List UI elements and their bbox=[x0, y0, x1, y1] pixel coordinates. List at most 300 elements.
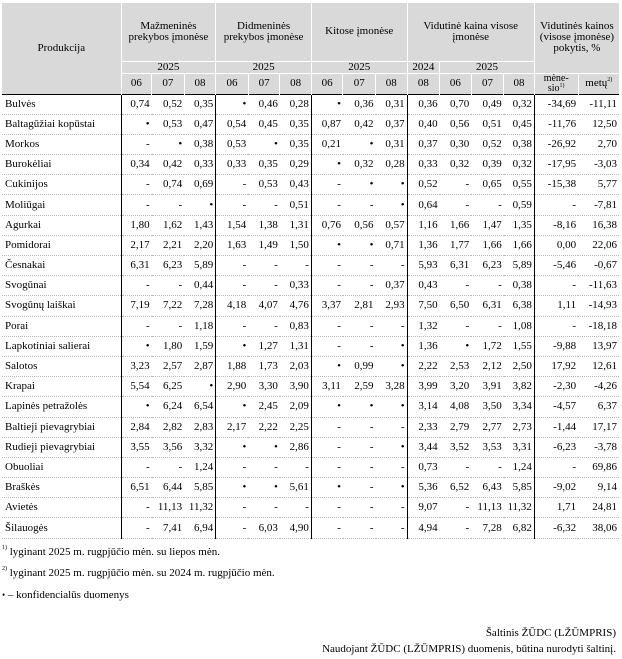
table-cell: 2,09 bbox=[280, 397, 312, 417]
table-cell: 0,33 bbox=[280, 276, 312, 296]
table-cell: 1,80 bbox=[152, 336, 185, 356]
table-cell: 2,22 bbox=[248, 417, 280, 437]
table-cell: - bbox=[121, 195, 152, 215]
table-cell: 11,32 bbox=[184, 498, 216, 518]
product-name: Pomidorai bbox=[2, 235, 121, 255]
table-cell: 1,49 bbox=[248, 235, 280, 255]
table-cell: 0,64 bbox=[407, 195, 440, 215]
table-cell: 1,66 bbox=[440, 215, 472, 235]
product-name: Salotos bbox=[2, 356, 121, 376]
table-cell: 2,12 bbox=[471, 356, 504, 376]
table-cell: 6,82 bbox=[504, 518, 535, 538]
table-cell: 1,18 bbox=[184, 316, 216, 336]
table-cell: 0,33 bbox=[216, 155, 249, 175]
table-cell: - bbox=[471, 316, 504, 336]
footnote-1: $^{1)}$ lyginant 2025 m. rugpjūčio mėn. su liepos mėn. bbox=[2, 545, 220, 558]
table-cell: • bbox=[311, 478, 343, 498]
table-cell: 0,45 bbox=[504, 114, 535, 134]
table-cell: 1,31 bbox=[280, 336, 312, 356]
table-cell: 0,52 bbox=[407, 175, 440, 195]
table-cell: 3,56 bbox=[152, 437, 185, 457]
table-cell: - bbox=[343, 417, 376, 437]
table-cell: 3,82 bbox=[504, 377, 535, 397]
retail-group-header: Mažmeninės prekybos įmonėse bbox=[121, 3, 216, 61]
table-cell: • bbox=[184, 195, 216, 215]
table-cell: 1,47 bbox=[471, 215, 504, 235]
table-cell: 0,37 bbox=[376, 276, 408, 296]
product-name: Moliūgai bbox=[2, 195, 121, 215]
table-cell: 0,28 bbox=[376, 155, 408, 175]
table-cell: 1,72 bbox=[471, 336, 504, 356]
table-cell: 16,38 bbox=[578, 215, 619, 235]
table-cell: • bbox=[248, 437, 280, 457]
other-group-header: Kitose įmonėse bbox=[311, 3, 407, 61]
table-cell: 2,79 bbox=[440, 417, 472, 437]
month-header: 06 bbox=[311, 73, 343, 94]
table-cell: 1,27 bbox=[248, 336, 280, 356]
table-cell: - bbox=[534, 457, 578, 477]
table-cell: 0,51 bbox=[280, 195, 312, 215]
table-cell: 1,24 bbox=[184, 457, 216, 477]
table-cell: - bbox=[152, 457, 185, 477]
table-cell: 0,43 bbox=[280, 175, 312, 195]
table-cell: 0,28 bbox=[280, 94, 312, 114]
table-cell: 12,50 bbox=[578, 114, 619, 134]
table-row bbox=[2, 356, 619, 376]
table-cell: 6,31 bbox=[440, 256, 472, 276]
table-cell: -9,02 bbox=[534, 478, 578, 498]
table-cell: 0,44 bbox=[184, 276, 216, 296]
table-cell: - bbox=[216, 175, 249, 195]
month-header: 08 bbox=[184, 73, 216, 94]
table-cell: 4,90 bbox=[280, 518, 312, 538]
table-cell: - bbox=[440, 195, 472, 215]
table-cell: 2,87 bbox=[184, 356, 216, 376]
table-cell: 6,03 bbox=[248, 518, 280, 538]
table-cell: 17,92 bbox=[534, 356, 578, 376]
table-cell: • bbox=[376, 478, 408, 498]
product-name: Braškės bbox=[2, 478, 121, 498]
table-cell: - bbox=[311, 417, 343, 437]
table-cell: 2,53 bbox=[440, 356, 472, 376]
table-cell: 6,43 bbox=[471, 478, 504, 498]
table-cell: 2,17 bbox=[216, 417, 249, 437]
table-cell: - bbox=[280, 457, 312, 477]
table-cell: 6,24 bbox=[152, 397, 185, 417]
table-cell: 2,70 bbox=[578, 134, 619, 154]
table-cell: • bbox=[216, 94, 249, 114]
table-cell: - bbox=[248, 498, 280, 518]
table-cell: 6,25 bbox=[152, 377, 185, 397]
table-cell: 6,23 bbox=[471, 256, 504, 276]
table-cell: 3,32 bbox=[184, 437, 216, 457]
table-cell: 0,51 bbox=[471, 114, 504, 134]
table-cell: • bbox=[376, 336, 408, 356]
table-cell: 5,89 bbox=[184, 256, 216, 276]
table-cell: 0,35 bbox=[248, 155, 280, 175]
table-cell: 0,56 bbox=[343, 215, 376, 235]
table-cell: 3,37 bbox=[311, 296, 343, 316]
table-cell: -26,92 bbox=[534, 134, 578, 154]
table-cell: 0,83 bbox=[280, 316, 312, 336]
table-cell: 0,32 bbox=[504, 94, 535, 114]
table-cell: 0,42 bbox=[152, 155, 185, 175]
table-row bbox=[2, 417, 619, 437]
table-cell: • bbox=[121, 114, 152, 134]
table-cell: 0,21 bbox=[311, 134, 343, 154]
product-name: Agurkai bbox=[2, 215, 121, 235]
table-cell: 1,62 bbox=[152, 215, 185, 235]
table-cell: - bbox=[152, 195, 185, 215]
table-cell: 4,07 bbox=[248, 296, 280, 316]
table-cell: 4,94 bbox=[407, 518, 440, 538]
table-cell: - bbox=[311, 175, 343, 195]
month-header: 07 bbox=[343, 73, 376, 94]
table-cell: 0,35 bbox=[280, 114, 312, 134]
table-cell: 5,61 bbox=[280, 478, 312, 498]
source-label: Šaltinis ŽŪDC (LŽŪMPRIS) bbox=[485, 627, 616, 639]
table-row bbox=[2, 296, 619, 316]
table-cell: 22,06 bbox=[578, 235, 619, 255]
table-cell: - bbox=[440, 518, 472, 538]
table-cell: 2,90 bbox=[216, 377, 249, 397]
table-cell: - bbox=[311, 316, 343, 336]
table-cell: -6,32 bbox=[534, 518, 578, 538]
table-cell: 2,20 bbox=[184, 235, 216, 255]
table-row bbox=[2, 195, 619, 215]
table-cell: - bbox=[280, 498, 312, 518]
table-cell: 0,47 bbox=[184, 114, 216, 134]
table-cell: • bbox=[216, 336, 249, 356]
table-cell: 0,39 bbox=[471, 155, 504, 175]
table-cell: 0,38 bbox=[504, 276, 535, 296]
table-cell: - bbox=[376, 316, 408, 336]
table-cell: - bbox=[248, 256, 280, 276]
table-cell: 0,70 bbox=[440, 94, 472, 114]
table-cell: • bbox=[343, 175, 376, 195]
month-header: 07 bbox=[248, 73, 280, 94]
table-cell: - bbox=[534, 316, 578, 336]
table-cell: 5,85 bbox=[184, 478, 216, 498]
table-cell: 6,37 bbox=[578, 397, 619, 417]
table-cell: 69,86 bbox=[578, 457, 619, 477]
table-cell: 0,42 bbox=[343, 114, 376, 134]
table-cell: - bbox=[248, 195, 280, 215]
table-cell: 0,53 bbox=[248, 175, 280, 195]
table-body bbox=[2, 94, 619, 538]
change-year-header: metų$^{2)}$ bbox=[578, 73, 619, 94]
table-cell: 0,35 bbox=[184, 94, 216, 114]
table-cell: • bbox=[311, 155, 343, 175]
table-cell: 13,97 bbox=[578, 336, 619, 356]
table-cell: - bbox=[216, 276, 249, 296]
table-cell: - bbox=[248, 276, 280, 296]
table-cell: • bbox=[248, 134, 280, 154]
table-cell: 2,82 bbox=[152, 417, 185, 437]
table-cell: - bbox=[376, 457, 408, 477]
table-cell: 2,03 bbox=[280, 356, 312, 376]
table-cell: 11,32 bbox=[504, 498, 535, 518]
table-cell: 2,81 bbox=[343, 296, 376, 316]
product-name: Rudieji pievagrybiai bbox=[2, 437, 121, 457]
table-cell: - bbox=[152, 316, 185, 336]
table-cell: 1,43 bbox=[184, 215, 216, 235]
table-cell: -34,69 bbox=[534, 94, 578, 114]
table-cell: 2,83 bbox=[184, 417, 216, 437]
table-cell: 2,59 bbox=[343, 377, 376, 397]
table-cell: 6,52 bbox=[440, 478, 472, 498]
table-cell: 7,28 bbox=[184, 296, 216, 316]
table-cell: 5,85 bbox=[504, 478, 535, 498]
table-cell: - bbox=[121, 457, 152, 477]
table-cell: 0,46 bbox=[248, 94, 280, 114]
table-row bbox=[2, 155, 619, 175]
table-cell: 0,53 bbox=[216, 134, 249, 154]
table-cell: 0,33 bbox=[407, 155, 440, 175]
table-cell: 6,23 bbox=[152, 256, 185, 276]
table-cell: -7,81 bbox=[578, 195, 619, 215]
product-name: Porai bbox=[2, 316, 121, 336]
table-cell: - bbox=[343, 195, 376, 215]
table-cell: 3,53 bbox=[471, 437, 504, 457]
table-cell: 0,00 bbox=[534, 235, 578, 255]
table-cell: - bbox=[343, 498, 376, 518]
table-cell: 0,74 bbox=[152, 175, 185, 195]
table-cell: - bbox=[534, 195, 578, 215]
table-cell: - bbox=[440, 316, 472, 336]
table-cell: 1,35 bbox=[504, 215, 535, 235]
table-cell: - bbox=[248, 457, 280, 477]
table-cell: 0,36 bbox=[407, 94, 440, 114]
retail-year: 2025 bbox=[121, 61, 216, 73]
table-cell: - bbox=[311, 195, 343, 215]
product-name: Cukinijos bbox=[2, 175, 121, 195]
table-cell: -11,11 bbox=[578, 94, 619, 114]
table-cell: 4,76 bbox=[280, 296, 312, 316]
table-cell: 0,37 bbox=[407, 134, 440, 154]
table-cell: 6,38 bbox=[504, 296, 535, 316]
table-cell: 0,45 bbox=[248, 114, 280, 134]
table-row bbox=[2, 134, 619, 154]
table-cell: - bbox=[121, 498, 152, 518]
table-cell: 6,31 bbox=[471, 296, 504, 316]
product-name: Svogūnų laiškai bbox=[2, 296, 121, 316]
table-cell: - bbox=[376, 256, 408, 276]
table-cell: 1,32 bbox=[407, 316, 440, 336]
table-cell: 0,35 bbox=[280, 134, 312, 154]
table-cell: 24,81 bbox=[578, 498, 619, 518]
table-cell: -8,16 bbox=[534, 215, 578, 235]
table-cell: - bbox=[471, 195, 504, 215]
table-cell: 0,32 bbox=[343, 155, 376, 175]
table-cell: • bbox=[216, 437, 249, 457]
table-cell: 5,93 bbox=[407, 256, 440, 276]
table-cell: - bbox=[311, 518, 343, 538]
table-cell: -2,30 bbox=[534, 377, 578, 397]
table-cell: -4,57 bbox=[534, 397, 578, 417]
table-cell: 4,18 bbox=[216, 296, 249, 316]
table-cell: 2,73 bbox=[504, 417, 535, 437]
table-cell: 2,57 bbox=[152, 356, 185, 376]
table-cell: 4,08 bbox=[440, 397, 472, 417]
footnote-3: • – konfidencialūs duomenys bbox=[2, 589, 129, 601]
table-cell: - bbox=[376, 417, 408, 437]
table-cell: 12,61 bbox=[578, 356, 619, 376]
table-cell: 0,36 bbox=[343, 94, 376, 114]
table-cell: 6,94 bbox=[184, 518, 216, 538]
table-cell: 0,65 bbox=[471, 175, 504, 195]
table-cell: - bbox=[471, 457, 504, 477]
table-row bbox=[2, 94, 619, 114]
table-row bbox=[2, 478, 619, 498]
table-cell: - bbox=[311, 276, 343, 296]
table-cell: - bbox=[311, 256, 343, 276]
table-cell: - bbox=[280, 256, 312, 276]
table-cell: -17,95 bbox=[534, 155, 578, 175]
table-cell: • bbox=[184, 377, 216, 397]
average-year-2024: 2024 bbox=[407, 61, 440, 73]
table-cell: • bbox=[248, 478, 280, 498]
table-cell: 0,32 bbox=[440, 155, 472, 175]
table-cell: 0,31 bbox=[376, 94, 408, 114]
table-cell: 0,29 bbox=[280, 155, 312, 175]
table-cell: 11,13 bbox=[152, 498, 185, 518]
table-cell: - bbox=[343, 457, 376, 477]
table-cell: 1,73 bbox=[248, 356, 280, 376]
table-cell: 6,31 bbox=[121, 256, 152, 276]
table-cell: -11,63 bbox=[578, 276, 619, 296]
table-cell: - bbox=[216, 316, 249, 336]
table-cell: 3,30 bbox=[248, 377, 280, 397]
table-cell: - bbox=[121, 518, 152, 538]
table-cell: - bbox=[152, 276, 185, 296]
table-cell: - bbox=[440, 498, 472, 518]
product-column-header: Produkcija bbox=[2, 3, 121, 94]
table-cell: 0,55 bbox=[504, 175, 535, 195]
table-cell: -3,03 bbox=[578, 155, 619, 175]
table-cell: 3,44 bbox=[407, 437, 440, 457]
table-cell: 0,56 bbox=[440, 114, 472, 134]
product-name: Avietės bbox=[2, 498, 121, 518]
table-cell: 1,50 bbox=[280, 235, 312, 255]
table-cell: - bbox=[376, 518, 408, 538]
wholesale-year: 2025 bbox=[216, 61, 312, 73]
table-cell: - bbox=[343, 276, 376, 296]
table-cell: 0,76 bbox=[311, 215, 343, 235]
table-cell: 3,23 bbox=[121, 356, 152, 376]
table-cell: 9,07 bbox=[407, 498, 440, 518]
table-cell: 3,20 bbox=[440, 377, 472, 397]
table-cell: 1,31 bbox=[280, 215, 312, 235]
table-cell: 17,17 bbox=[578, 417, 619, 437]
table-cell: 0,69 bbox=[184, 175, 216, 195]
table-cell: 3,50 bbox=[471, 397, 504, 417]
table-cell: -14,93 bbox=[578, 296, 619, 316]
table-cell: • bbox=[376, 437, 408, 457]
table-cell: - bbox=[311, 437, 343, 457]
table-cell: - bbox=[216, 256, 249, 276]
table-cell: 1,38 bbox=[248, 215, 280, 235]
table-cell: 7,41 bbox=[152, 518, 185, 538]
table-cell: - bbox=[311, 457, 343, 477]
table-cell: -18,18 bbox=[578, 316, 619, 336]
table-cell: 3,90 bbox=[280, 377, 312, 397]
average-year-2025: 2025 bbox=[440, 61, 535, 73]
table-cell: 1,63 bbox=[216, 235, 249, 255]
table-cell: 1,80 bbox=[121, 215, 152, 235]
table-cell: 2,22 bbox=[407, 356, 440, 376]
table-cell: 2,86 bbox=[280, 437, 312, 457]
month-header: 07 bbox=[152, 73, 185, 94]
table-cell: -1,44 bbox=[534, 417, 578, 437]
table-cell: 3,14 bbox=[407, 397, 440, 417]
table-cell: 2,45 bbox=[248, 397, 280, 417]
table-cell: 0,32 bbox=[504, 155, 535, 175]
table-cell: 0,52 bbox=[152, 94, 185, 114]
table-cell: 9,14 bbox=[578, 478, 619, 498]
table-cell: 11,13 bbox=[471, 498, 504, 518]
table-cell: • bbox=[311, 94, 343, 114]
table-cell: • bbox=[440, 336, 472, 356]
product-name: Svogūnai bbox=[2, 276, 121, 296]
table-cell: • bbox=[376, 397, 408, 417]
table-row bbox=[2, 336, 619, 356]
table-cell: 5,89 bbox=[504, 256, 535, 276]
table-cell: 0,49 bbox=[471, 94, 504, 114]
table-cell: 6,51 bbox=[121, 478, 152, 498]
average-group-header: Vidutinė kaina visose įmonėse bbox=[407, 3, 534, 61]
table-cell: 3,28 bbox=[376, 377, 408, 397]
table-cell: 0,31 bbox=[376, 134, 408, 154]
other-year: 2025 bbox=[311, 61, 407, 73]
table-cell: 6,44 bbox=[152, 478, 185, 498]
table-cell: 3,91 bbox=[471, 377, 504, 397]
table-cell: 1,36 bbox=[407, 235, 440, 255]
table-cell: 0,87 bbox=[311, 114, 343, 134]
table-cell: - bbox=[343, 256, 376, 276]
table-cell: 0,54 bbox=[216, 114, 249, 134]
table-cell: -15,38 bbox=[534, 175, 578, 195]
table-cell: 2,50 bbox=[504, 356, 535, 376]
table-cell: -9,88 bbox=[534, 336, 578, 356]
table-cell: • bbox=[311, 356, 343, 376]
table-cell: 2,84 bbox=[121, 417, 152, 437]
table-cell: - bbox=[248, 316, 280, 336]
table-cell: - bbox=[216, 518, 249, 538]
table-row bbox=[2, 457, 619, 477]
product-name: Krapai bbox=[2, 377, 121, 397]
table-row bbox=[2, 276, 619, 296]
table-cell: • bbox=[152, 134, 185, 154]
table-cell: 1,88 bbox=[216, 356, 249, 376]
table-row bbox=[2, 397, 619, 417]
table-cell: 1,24 bbox=[504, 457, 535, 477]
table-cell: 1,08 bbox=[504, 316, 535, 336]
table-cell: -6,23 bbox=[534, 437, 578, 457]
table-cell: 0,73 bbox=[407, 457, 440, 477]
table-cell: 1,54 bbox=[216, 215, 249, 235]
product-name: Šilauogės bbox=[2, 518, 121, 538]
table-cell: 2,33 bbox=[407, 417, 440, 437]
month-header: 06 bbox=[440, 73, 472, 94]
table-cell: 0,30 bbox=[440, 134, 472, 154]
table-cell: 0,38 bbox=[184, 134, 216, 154]
table-cell: 7,28 bbox=[471, 518, 504, 538]
table-cell: 3,55 bbox=[121, 437, 152, 457]
table-cell: • bbox=[216, 478, 249, 498]
table-cell: -0,67 bbox=[578, 256, 619, 276]
product-name: Morkos bbox=[2, 134, 121, 154]
